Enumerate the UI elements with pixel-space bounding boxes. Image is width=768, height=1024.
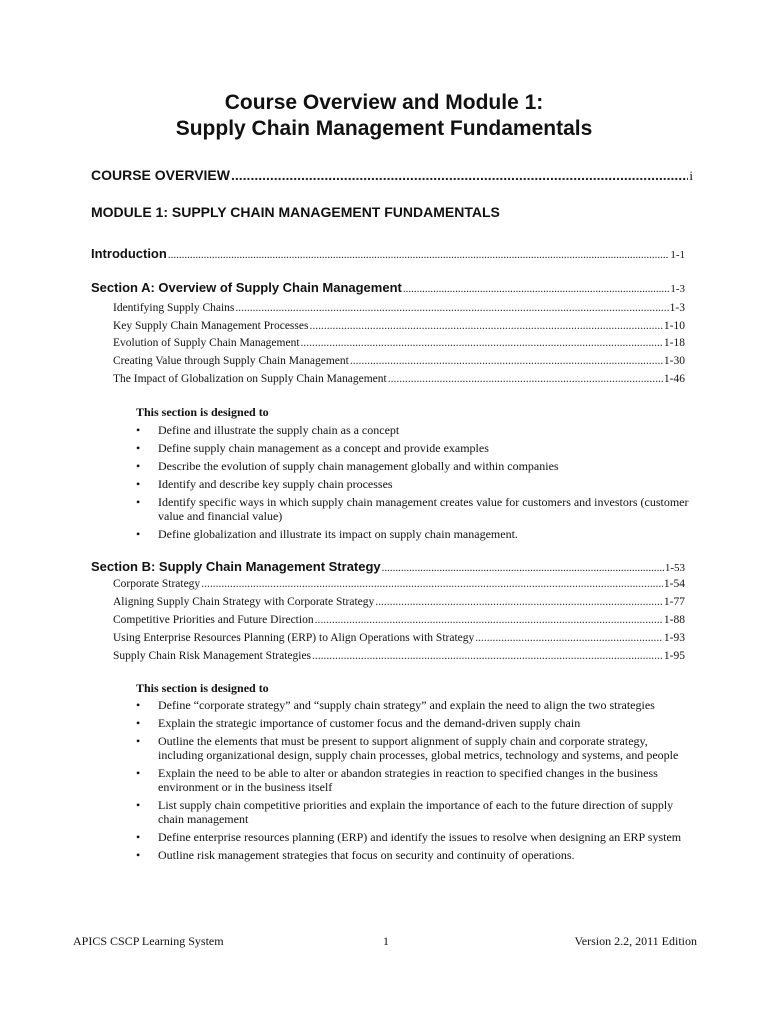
toc-item[interactable] <box>113 578 685 590</box>
toc-item[interactable] <box>113 650 685 662</box>
toc-item[interactable] <box>113 337 685 349</box>
toc-leader <box>403 283 669 295</box>
list-item: • Describe the evolution of supply chain management globally and within companies <box>136 459 696 473</box>
toc-item[interactable] <box>113 355 685 367</box>
toc-label: Introduction <box>91 246 167 261</box>
designed-to-label: This section is designed to <box>136 405 269 419</box>
toc-label: The Impact of Globalization on Supply Chain Management <box>113 373 387 385</box>
toc-item[interactable] <box>113 302 685 314</box>
toc-section-b[interactable] <box>91 559 685 574</box>
toc-label: Identifying Supply Chains <box>113 302 235 314</box>
list-item: • Explain the need to be able to alter or abandon strategies in reaction to specified changes in the business environment or in the business itself <box>136 766 696 794</box>
footer-page-number: 1 <box>383 934 389 948</box>
title-line-2: Supply Chain Management Fundamentals <box>175 117 593 140</box>
toc-page-number: i <box>689 168 693 183</box>
toc-section-a[interactable] <box>91 280 685 295</box>
toc-page-number: 1-46 <box>663 373 685 385</box>
list-item: • Identify and describe key supply chain processes <box>136 477 696 491</box>
toc-page-number: 1-3 <box>669 302 685 314</box>
toc-label: Section B: Supply Chain Management Strategy <box>91 559 381 574</box>
toc-leader <box>312 650 663 662</box>
toc-leader <box>375 596 663 608</box>
page-title <box>0 90 768 142</box>
list-item: • Outline the elements that must be present to support alignment of supply chain and corporate strategy, including organizational design, supply chain processes, global metrics, technology and systems, and people <box>136 734 696 762</box>
toc-page-number: 1-93 <box>663 632 685 644</box>
list-item: • Define enterprise resources planning (ERP) and identify the issues to resolve when designing an ERP system <box>136 830 696 844</box>
designed-to-label: This section is designed to <box>136 681 269 695</box>
toc-item[interactable] <box>113 614 685 626</box>
toc-leader <box>315 614 663 626</box>
toc-course-overview[interactable] <box>91 167 693 184</box>
list-item: • Define “corporate strategy” and “supply chain strategy” and explain the need to align the two strategies <box>136 698 696 712</box>
toc-leader <box>382 562 664 574</box>
toc-item[interactable] <box>113 596 685 608</box>
toc-page-number: 1-30 <box>663 355 685 367</box>
toc-leader <box>388 373 663 385</box>
toc-label: Evolution of Supply Chain Management <box>113 337 300 349</box>
section-b-objectives <box>136 698 696 866</box>
toc-leader <box>201 578 663 590</box>
footer-edition: Version 2.2, 2011 Edition <box>574 934 697 948</box>
list-item: • Define and illustrate the supply chain as a concept <box>136 423 696 437</box>
toc-page-number: 1-54 <box>663 578 685 590</box>
list-item: • Explain the strategic importance of customer focus and the demand-driven supply chain <box>136 716 696 730</box>
toc-label: Corporate Strategy <box>113 578 201 590</box>
toc-leader <box>235 302 668 314</box>
toc-page-number: 1-1 <box>670 249 685 261</box>
toc-leader <box>231 167 688 183</box>
toc-leader <box>475 632 663 644</box>
toc-item[interactable] <box>113 320 685 332</box>
toc-page-number: 1-77 <box>663 596 685 608</box>
toc-page-number: 1-3 <box>670 283 685 295</box>
toc-label: Supply Chain Risk Management Strategies <box>113 650 312 662</box>
toc-label: Creating Value through Supply Chain Management <box>113 355 349 367</box>
list-item: • List supply chain competitive priorities and explain the importance of each to the future direction of supply chain management <box>136 798 696 826</box>
footer-publication: APICS CSCP Learning System <box>73 934 224 948</box>
toc-label: Competitive Priorities and Future Direction <box>113 614 314 626</box>
toc-label: Key Supply Chain Management Processes <box>113 320 309 332</box>
list-item: • Define globalization and illustrate its impact on supply chain management. <box>136 527 696 541</box>
list-item: • Define supply chain management as a concept and provide examples <box>136 441 696 455</box>
toc-leader <box>350 355 663 367</box>
title-line-1: Course Overview and Module 1: <box>224 91 544 114</box>
toc-page-number: 1-18 <box>663 337 685 349</box>
toc-label: Section A: Overview of Supply Chain Management <box>91 280 402 295</box>
toc-leader <box>301 337 663 349</box>
toc-label: Using Enterprise Resources Planning (ERP) to Align Operations with Strategy <box>113 632 475 644</box>
toc-introduction[interactable] <box>91 246 685 261</box>
module-heading: MODULE 1: SUPPLY CHAIN MANAGEMENT FUNDAMENTALS <box>91 204 500 220</box>
toc-item[interactable] <box>113 373 685 385</box>
list-item: • Outline risk management strategies that focus on security and continuity of operations. <box>136 848 696 862</box>
section-a-objectives <box>136 423 696 545</box>
toc-label: COURSE OVERVIEW <box>91 167 230 183</box>
toc-page-number: 1-95 <box>663 650 685 662</box>
list-item: • Identify specific ways in which supply chain management creates value for customers and investors (customer value and financial value) <box>136 495 696 523</box>
toc-page-number: 1-10 <box>663 320 685 332</box>
toc-leader <box>309 320 662 332</box>
toc-item[interactable] <box>113 632 685 644</box>
toc-leader <box>168 249 670 261</box>
toc-page-number: 1-88 <box>663 614 685 626</box>
toc-label: Aligning Supply Chain Strategy with Corporate Strategy <box>113 596 375 608</box>
toc-page-number: 1-53 <box>664 562 685 574</box>
